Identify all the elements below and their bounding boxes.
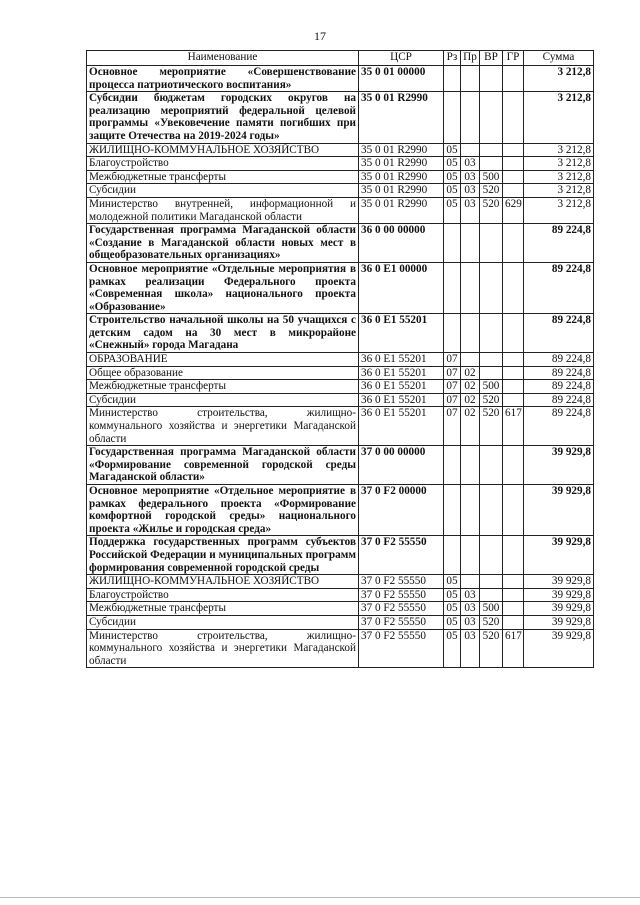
cell-vr bbox=[480, 536, 503, 575]
cell-gr bbox=[503, 588, 524, 602]
cell-vr bbox=[480, 366, 503, 380]
cell-rz: 05 bbox=[444, 575, 461, 589]
column-header-sum: Сумма bbox=[524, 51, 594, 66]
cell-gr: 617 bbox=[503, 629, 524, 668]
column-header-vr: ВР bbox=[480, 51, 503, 66]
table-row bbox=[87, 314, 594, 353]
cell-gr bbox=[503, 92, 524, 143]
cell-pr bbox=[461, 92, 480, 143]
cell-sum: 39 929,8 bbox=[524, 446, 594, 485]
cell-csr: 37 0 F2 55550 bbox=[359, 602, 444, 616]
cell-name: Основное мероприятие «Совершенствование процесса патриотического воспитания» bbox=[87, 66, 359, 92]
cell-vr bbox=[480, 262, 503, 313]
table-row bbox=[87, 588, 594, 602]
column-header-name: Наименование bbox=[87, 51, 359, 66]
table-row bbox=[87, 393, 594, 407]
cell-rz: 05 bbox=[444, 170, 461, 184]
cell-vr: 500 bbox=[480, 380, 503, 394]
cell-name: Субсидии бюджетам городских округов на реализацию мероприятий федеральной целевой программы «Увековечение памяти погибших при защите Отечества на 2019-2024 годы» bbox=[87, 92, 359, 143]
cell-pr bbox=[461, 314, 480, 353]
cell-pr: 03 bbox=[461, 170, 480, 184]
cell-csr: 36 0 E1 55201 bbox=[359, 314, 444, 353]
table-row bbox=[87, 629, 594, 668]
cell-pr: 02 bbox=[461, 380, 480, 394]
cell-sum: 89 224,8 bbox=[524, 224, 594, 263]
cell-vr bbox=[480, 143, 503, 157]
cell-rz: 07 bbox=[444, 407, 461, 446]
cell-gr bbox=[503, 366, 524, 380]
cell-vr bbox=[480, 314, 503, 353]
cell-vr bbox=[480, 485, 503, 536]
cell-sum: 89 224,8 bbox=[524, 380, 594, 394]
cell-pr bbox=[461, 224, 480, 263]
cell-csr: 35 0 01 R2990 bbox=[359, 157, 444, 171]
cell-rz: 05 bbox=[444, 629, 461, 668]
cell-pr bbox=[461, 575, 480, 589]
cell-gr bbox=[503, 66, 524, 92]
cell-csr: 36 0 E1 00000 bbox=[359, 262, 444, 313]
cell-pr bbox=[461, 353, 480, 367]
cell-sum: 89 224,8 bbox=[524, 262, 594, 313]
cell-gr bbox=[503, 353, 524, 367]
cell-rz: 05 bbox=[444, 184, 461, 198]
table-row bbox=[87, 575, 594, 589]
cell-sum: 89 224,8 bbox=[524, 407, 594, 446]
cell-sum: 3 212,8 bbox=[524, 66, 594, 92]
cell-name: Межбюджетные трансферты bbox=[87, 170, 359, 184]
cell-pr bbox=[461, 446, 480, 485]
cell-rz bbox=[444, 446, 461, 485]
cell-name: Основное мероприятие «Отдельное мероприятие в рамках федерального проекта «Формирование комфортной городской среды» национального проекта «Жилье и городская среда» bbox=[87, 485, 359, 536]
cell-csr: 35 0 01 R2990 bbox=[359, 197, 444, 223]
page-bottom-rule bbox=[0, 897, 640, 898]
cell-csr: 35 0 01 R2990 bbox=[359, 143, 444, 157]
cell-pr: 02 bbox=[461, 407, 480, 446]
cell-name: Поддержка государственных программ субъектов Российской Федерации и муниципальных программ формирования современной городской среды bbox=[87, 536, 359, 575]
cell-name: ОБРАЗОВАНИЕ bbox=[87, 353, 359, 367]
cell-rz bbox=[444, 262, 461, 313]
cell-pr: 02 bbox=[461, 393, 480, 407]
cell-csr: 36 0 E1 55201 bbox=[359, 366, 444, 380]
cell-csr: 35 0 01 R2990 bbox=[359, 184, 444, 198]
table-row bbox=[87, 262, 594, 313]
cell-gr bbox=[503, 485, 524, 536]
cell-rz: 07 bbox=[444, 366, 461, 380]
table-row bbox=[87, 224, 594, 263]
cell-pr: 03 bbox=[461, 602, 480, 616]
cell-csr: 36 0 00 00000 bbox=[359, 224, 444, 263]
cell-pr bbox=[461, 485, 480, 536]
cell-sum: 3 212,8 bbox=[524, 143, 594, 157]
cell-gr bbox=[503, 615, 524, 629]
table-row bbox=[87, 615, 594, 629]
cell-name: Министерство строительства, жилищно-коммунального хозяйства и энергетики Магаданской области bbox=[87, 629, 359, 668]
cell-vr: 520 bbox=[480, 629, 503, 668]
cell-gr: 617 bbox=[503, 407, 524, 446]
table-row bbox=[87, 197, 594, 223]
cell-vr bbox=[480, 157, 503, 171]
cell-gr bbox=[503, 262, 524, 313]
cell-csr: 37 0 F2 55550 bbox=[359, 588, 444, 602]
cell-csr: 35 0 01 00000 bbox=[359, 66, 444, 92]
cell-rz: 05 bbox=[444, 588, 461, 602]
column-header-csr: ЦСР bbox=[359, 51, 444, 66]
cell-name: Государственная программа Магаданской области «Создание в Магаданской области новых мест в общеобразовательных организациях» bbox=[87, 224, 359, 263]
cell-vr: 520 bbox=[480, 393, 503, 407]
table-row bbox=[87, 602, 594, 616]
cell-sum: 3 212,8 bbox=[524, 184, 594, 198]
cell-pr: 03 bbox=[461, 197, 480, 223]
cell-gr bbox=[503, 170, 524, 184]
cell-name: Субсидии bbox=[87, 184, 359, 198]
table-row bbox=[87, 380, 594, 394]
cell-csr: 37 0 F2 55550 bbox=[359, 629, 444, 668]
cell-sum: 39 929,8 bbox=[524, 602, 594, 616]
cell-vr bbox=[480, 66, 503, 92]
cell-vr: 500 bbox=[480, 602, 503, 616]
cell-csr: 36 0 E1 55201 bbox=[359, 407, 444, 446]
table-row bbox=[87, 446, 594, 485]
cell-gr bbox=[503, 157, 524, 171]
table-row bbox=[87, 157, 594, 171]
table-row bbox=[87, 92, 594, 143]
cell-rz: 07 bbox=[444, 380, 461, 394]
cell-sum: 39 929,8 bbox=[524, 536, 594, 575]
cell-csr: 37 0 F2 00000 bbox=[359, 485, 444, 536]
cell-gr bbox=[503, 143, 524, 157]
cell-name: Министерство строительства, жилищно-коммунального хозяйства и энергетики Магаданской области bbox=[87, 407, 359, 446]
cell-rz: 05 bbox=[444, 602, 461, 616]
cell-vr: 500 bbox=[480, 170, 503, 184]
table-row bbox=[87, 143, 594, 157]
cell-csr: 35 0 01 R2990 bbox=[359, 170, 444, 184]
table-row bbox=[87, 353, 594, 367]
cell-name: Межбюджетные трансферты bbox=[87, 602, 359, 616]
cell-pr: 03 bbox=[461, 629, 480, 668]
cell-name: ЖИЛИЩНО-КОММУНАЛЬНОЕ ХОЗЯЙСТВО bbox=[87, 143, 359, 157]
cell-vr: 520 bbox=[480, 615, 503, 629]
table-row bbox=[87, 407, 594, 446]
cell-sum: 3 212,8 bbox=[524, 197, 594, 223]
cell-vr bbox=[480, 575, 503, 589]
cell-vr bbox=[480, 92, 503, 143]
cell-csr: 36 0 E1 55201 bbox=[359, 380, 444, 394]
cell-rz: 07 bbox=[444, 393, 461, 407]
cell-vr: 520 bbox=[480, 407, 503, 446]
cell-csr: 37 0 F2 55550 bbox=[359, 575, 444, 589]
cell-gr bbox=[503, 224, 524, 263]
cell-name: Основное мероприятие «Отдельные мероприятия в рамках реализации Федерального проекта «Современная школа» национального проекта «Образование» bbox=[87, 262, 359, 313]
cell-gr bbox=[503, 446, 524, 485]
page-number: 17 bbox=[314, 29, 326, 43]
cell-csr: 37 0 00 00000 bbox=[359, 446, 444, 485]
cell-vr bbox=[480, 224, 503, 263]
cell-name: Благоустройство bbox=[87, 588, 359, 602]
cell-pr bbox=[461, 262, 480, 313]
cell-sum: 89 224,8 bbox=[524, 314, 594, 353]
cell-sum: 39 929,8 bbox=[524, 615, 594, 629]
cell-pr: 03 bbox=[461, 588, 480, 602]
cell-gr bbox=[503, 536, 524, 575]
cell-pr: 02 bbox=[461, 366, 480, 380]
cell-vr: 520 bbox=[480, 184, 503, 198]
cell-sum: 89 224,8 bbox=[524, 353, 594, 367]
cell-gr bbox=[503, 380, 524, 394]
table-header-row bbox=[87, 51, 594, 66]
cell-sum: 39 929,8 bbox=[524, 629, 594, 668]
cell-rz bbox=[444, 224, 461, 263]
cell-sum: 89 224,8 bbox=[524, 366, 594, 380]
cell-rz bbox=[444, 485, 461, 536]
cell-sum: 39 929,8 bbox=[524, 588, 594, 602]
cell-rz: 05 bbox=[444, 615, 461, 629]
cell-name: Субсидии bbox=[87, 615, 359, 629]
cell-vr bbox=[480, 588, 503, 602]
cell-gr: 629 bbox=[503, 197, 524, 223]
cell-name: Строительство начальной школы на 50 учащихся с детским садом на 30 мест в микрорайоне «Снежный» города Магадана bbox=[87, 314, 359, 353]
table-row bbox=[87, 66, 594, 92]
column-header-gr: ГР bbox=[503, 51, 524, 66]
cell-rz: 07 bbox=[444, 353, 461, 367]
column-header-pr: Пр bbox=[461, 51, 480, 66]
cell-rz bbox=[444, 66, 461, 92]
cell-rz bbox=[444, 92, 461, 143]
cell-pr bbox=[461, 66, 480, 92]
cell-rz bbox=[444, 314, 461, 353]
cell-sum: 3 212,8 bbox=[524, 170, 594, 184]
table-row bbox=[87, 485, 594, 536]
cell-sum: 89 224,8 bbox=[524, 393, 594, 407]
table-row bbox=[87, 536, 594, 575]
cell-gr bbox=[503, 575, 524, 589]
cell-name: ЖИЛИЩНО-КОММУНАЛЬНОЕ ХОЗЯЙСТВО bbox=[87, 575, 359, 589]
cell-csr: 35 0 01 R2990 bbox=[359, 92, 444, 143]
cell-csr: 36 0 E1 55201 bbox=[359, 393, 444, 407]
cell-vr bbox=[480, 353, 503, 367]
cell-pr bbox=[461, 536, 480, 575]
cell-sum: 39 929,8 bbox=[524, 485, 594, 536]
cell-name: Общее образование bbox=[87, 366, 359, 380]
cell-gr bbox=[503, 184, 524, 198]
cell-vr: 520 bbox=[480, 197, 503, 223]
cell-csr: 36 0 E1 55201 bbox=[359, 353, 444, 367]
cell-name: Министерство внутренней, информационной и молодежной политики Магаданской области bbox=[87, 197, 359, 223]
cell-name: Субсидии bbox=[87, 393, 359, 407]
cell-rz: 05 bbox=[444, 157, 461, 171]
column-header-rz: Рз bbox=[444, 51, 461, 66]
cell-gr bbox=[503, 314, 524, 353]
cell-pr: 03 bbox=[461, 615, 480, 629]
cell-name: Благоустройство bbox=[87, 157, 359, 171]
cell-csr: 37 0 F2 55550 bbox=[359, 536, 444, 575]
cell-rz: 05 bbox=[444, 197, 461, 223]
budget-table bbox=[86, 50, 594, 668]
cell-sum: 39 929,8 bbox=[524, 575, 594, 589]
cell-name: Государственная программа Магаданской области «Формирование современной городской среды Магаданской области» bbox=[87, 446, 359, 485]
table-row bbox=[87, 184, 594, 198]
cell-gr bbox=[503, 393, 524, 407]
cell-vr bbox=[480, 446, 503, 485]
cell-gr bbox=[503, 602, 524, 616]
cell-sum: 3 212,8 bbox=[524, 92, 594, 143]
cell-sum: 3 212,8 bbox=[524, 157, 594, 171]
cell-pr: 03 bbox=[461, 157, 480, 171]
cell-rz: 05 bbox=[444, 143, 461, 157]
table-row bbox=[87, 366, 594, 380]
cell-name: Межбюджетные трансферты bbox=[87, 380, 359, 394]
cell-rz bbox=[444, 536, 461, 575]
table-row bbox=[87, 170, 594, 184]
cell-csr: 37 0 F2 55550 bbox=[359, 615, 444, 629]
cell-pr: 03 bbox=[461, 184, 480, 198]
cell-pr bbox=[461, 143, 480, 157]
